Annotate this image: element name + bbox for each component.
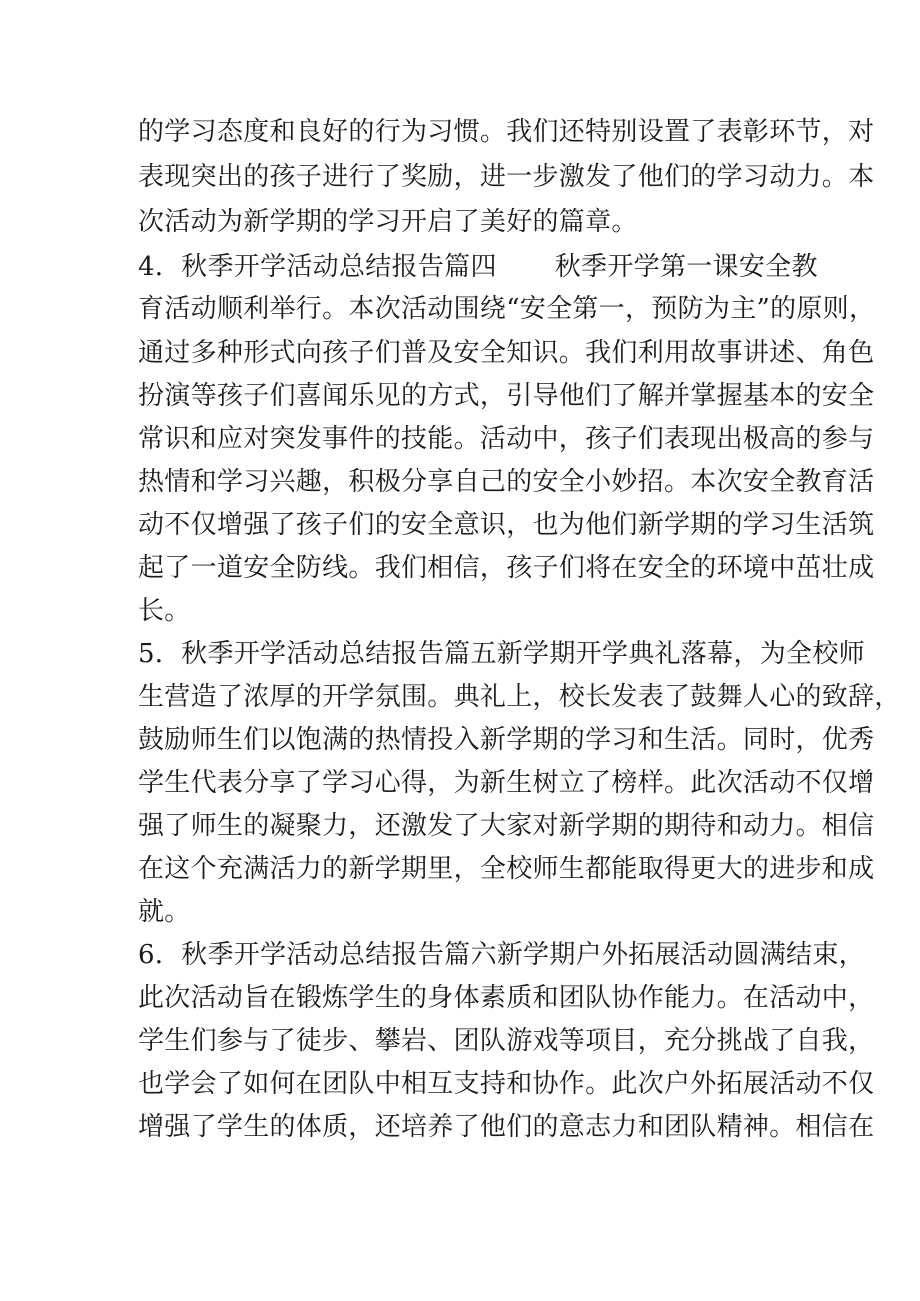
paragraph-line: 在这个充满活力的新学期里，全校师生都能取得更大的进步和成	[138, 854, 875, 884]
paragraph-line: 学生代表分享了学习心得，为新生树立了榜样。此次活动不仅增	[138, 768, 875, 798]
paragraph-line: 生营造了浓厚的开学氛围。典礼上，校长发表了鼓舞人心的致辞，	[138, 682, 901, 712]
section-4-heading-text: 4．秋季开学活动总结报告篇四	[138, 252, 497, 282]
paragraph-line: 也学会了如何在团队中相互支持和协作。此次户外拓展活动不仅	[138, 1069, 875, 1099]
paragraph-line: 学生们参与了徒步、攀岩、团队游戏等项目，充分挑战了自我，	[138, 1026, 875, 1056]
paragraph-line: 就。	[138, 897, 191, 927]
paragraph-line: 常识和应对突发事件的技能。活动中，孩子们表现出极高的参与	[138, 424, 875, 454]
section-5-heading: 5．秋季开学活动总结报告篇五新学期开学典礼落幕，为全校师	[138, 639, 865, 669]
paragraph-line: 育活动顺利举行。本次活动围绕“安全第一，预防为主”的原则，	[138, 294, 876, 324]
paragraph-line: 动不仅增强了孩子们的安全意识，也为他们新学期的学习生活筑	[138, 510, 875, 540]
paragraph-line: 强了师生的凝聚力，还激发了大家对新学期的期待和动力。相信	[138, 811, 875, 841]
section-6-heading: 6．秋季开学活动总结报告篇六新学期户外拓展活动圆满结束，	[138, 940, 865, 970]
section-4-heading-tail: 秋季开学第一课安全教	[554, 252, 818, 282]
paragraph-line: 通过多种形式向孩子们普及安全知识。我们利用故事讲述、角色	[138, 338, 875, 368]
paragraph-line: 热情和学习兴趣，积极分享自己的安全小妙招。本次安全教育活	[138, 467, 875, 497]
paragraph-line: 增强了学生的体质，还培养了他们的意志力和团队精神。相信在	[138, 1112, 875, 1142]
paragraph-line: 此次活动旨在锻炼学生的身体素质和团队协作能力。在活动中，	[138, 983, 875, 1013]
paragraph-line: 起了一道安全防线。我们相信，孩子们将在安全的环境中茁壮成	[138, 553, 875, 583]
paragraph-line: 鼓励师生们以饱满的热情投入新学期的学习和生活。同时，优秀	[138, 725, 875, 755]
paragraph-line: 次活动为新学期的学习开启了美好的篇章。	[138, 207, 638, 237]
paragraph-line: 表现突出的孩子进行了奖励，进一步激发了他们的学习动力。本	[138, 162, 875, 192]
paragraph-line: 的学习态度和良好的行为习惯。我们还特别设置了表彰环节，对	[138, 117, 875, 147]
paragraph-line: 长。	[138, 596, 191, 626]
section-4-heading	[138, 252, 818, 282]
paragraph-line: 扮演等孩子们喜闻乐见的方式，引导他们了解并掌握基本的安全	[138, 381, 875, 411]
